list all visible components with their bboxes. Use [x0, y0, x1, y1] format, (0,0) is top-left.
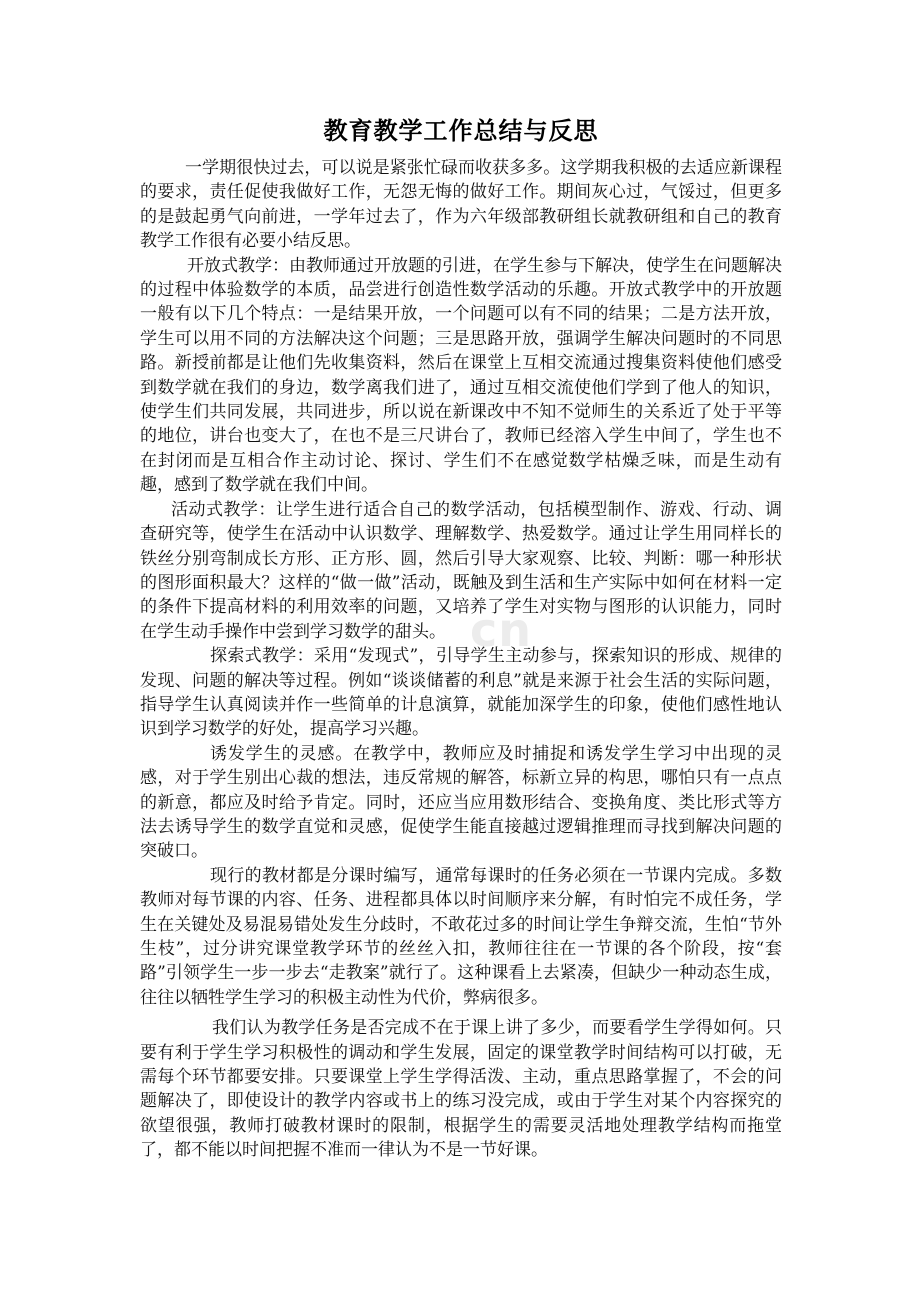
paragraph-exploration-teaching: 探索式教学：采用“发现式”，引导学生主动参与，探索知识的形成、规律的发现、问题的解决等过程。例如“谈谈储蓄的利息”就是来源于社会生活的实际问题，指导学生认真阅读并作一些简单的计息演算，就能加深学生的印象，使他们感性地认识到学习数学的好处，提高学习兴趣。: [140, 646, 782, 740]
paragraph-activity-teaching: 活动式教学：让学生进行适合自己的数学活动，包括模型制作、游戏、行动、调查研究等，使学生在活动中认识数学、理解数学、热爱数学。通过让学生用同样长的铁丝分别弯制成长方形、正方形、圆，然后引导大家观察、比较、判断：哪一种形状的图形面积最大？这样的“做一做”活动，既触及到生活和生产实际中如何在材料一定的条件下提高材料的利用效率的问题，又培养了学生对实物与图形的认识能力，同时在学生动手操作中尝到学习数学的甜头。: [140, 499, 782, 642]
document-title: 教育教学工作总结与反思: [323, 117, 599, 145]
paragraph-open-teaching: 开放式教学：由教师通过开放题的引进，在学生参与下解决，使学生在问题解决的过程中体验数学的本质，品尝进行创造性数学活动的乐趣。开放式教学中的开放题一般有以下几个特点：一是结果开放，一个问题可以有不同的结果；二是方法开放，学生可以用不同的方法解决这个问题；三是思路开放，强调学生解决问题时的不同思路。新授前都是让他们先收集资料，然后在课堂上互相交流通过搜集资料使他们感受到数学就在我们的身边，数学离我们进了，通过互相交流使他们学到了他人的知识，使学生们共同发展，共同进步，所以说在新课改中不知不觉师生的关系近了处于平等的地位，讲台也变大了，在也不是三尺讲台了，教师已经溶入学生中间了，学生也不在封闭而是互相合作主动讨论、探讨、学生们不在感觉数学枯燥乏味，而是生动有趣，感到了数学就在我们中间。: [140, 255, 782, 496]
document-body: [140, 114, 782, 1163]
paragraph-teaching-tasks: 我们认为教学任务是否完成不在于课上讲了多少，而要看学生学得如何。只要有利于学生学习积极性的调动和学生发展，固定的课堂教学时间结构可以打破，无需每个环节都要安排。只要课堂上学生学得活泼、主动，重点思路掌握了，不会的问题解决了，即使设计的教学内容或书上的练习没完成，或由于学生对某个内容探究的欲望很强，教师打破教材课时的限制，根据学生的需要灵活地处理教学结构而拖堂了，都不能以时间把握不准而一律认为不是一节好课。: [140, 1018, 782, 1161]
paragraph-current-textbook: 现行的教材都是分课时编写，通常每课时的任务必须在一节课内完成。多数教师对每节课的内容、任务、进程都具体以时间顺序来分解，有时怕完不成任务，学生在关键处及易混易错处发生分歧时，不敢花过多的时间让学生争辩交流，生怕“节外生枝”，过分讲究课堂教学环节的丝丝入扣，教师往往在一节课的各个阶段，按“套路”引领学生一步一步去“走教案”就行了。这种课看上去紧凑，但缺少一种动态生成，往往以牺牲学生学习的积极主动性为代价，弊病很多。: [140, 865, 782, 1008]
watermark: cn: [470, 603, 533, 657]
paragraph-intro: 一学期很快过去，可以说是紧张忙碌而收获多多。这学期我积极的去适应新课程的要求，责任促使我做好工作，无怨无悔的做好工作。期间灰心过，气馁过，但更多的是鼓起勇气向前进，一学年过去了，作为六年级部教研组长就教研组和自己的教育教学工作很有必要小结反思。: [140, 158, 782, 252]
paragraph-inspiration: 诱发学生的灵感。在教学中，教师应及时捕捉和诱发学生学习中出现的灵感，对于学生别出心裁的想法，违反常规的解答，标新立异的构思，哪怕只有一点点的新意，都应及时给予肯定。同时，还应当应用数形结合、变换角度、类比形式等方法去诱导学生的数学直觉和灵感，促使学生能直接越过逻辑推理而寻找到解决问题的突破口。: [140, 743, 782, 862]
